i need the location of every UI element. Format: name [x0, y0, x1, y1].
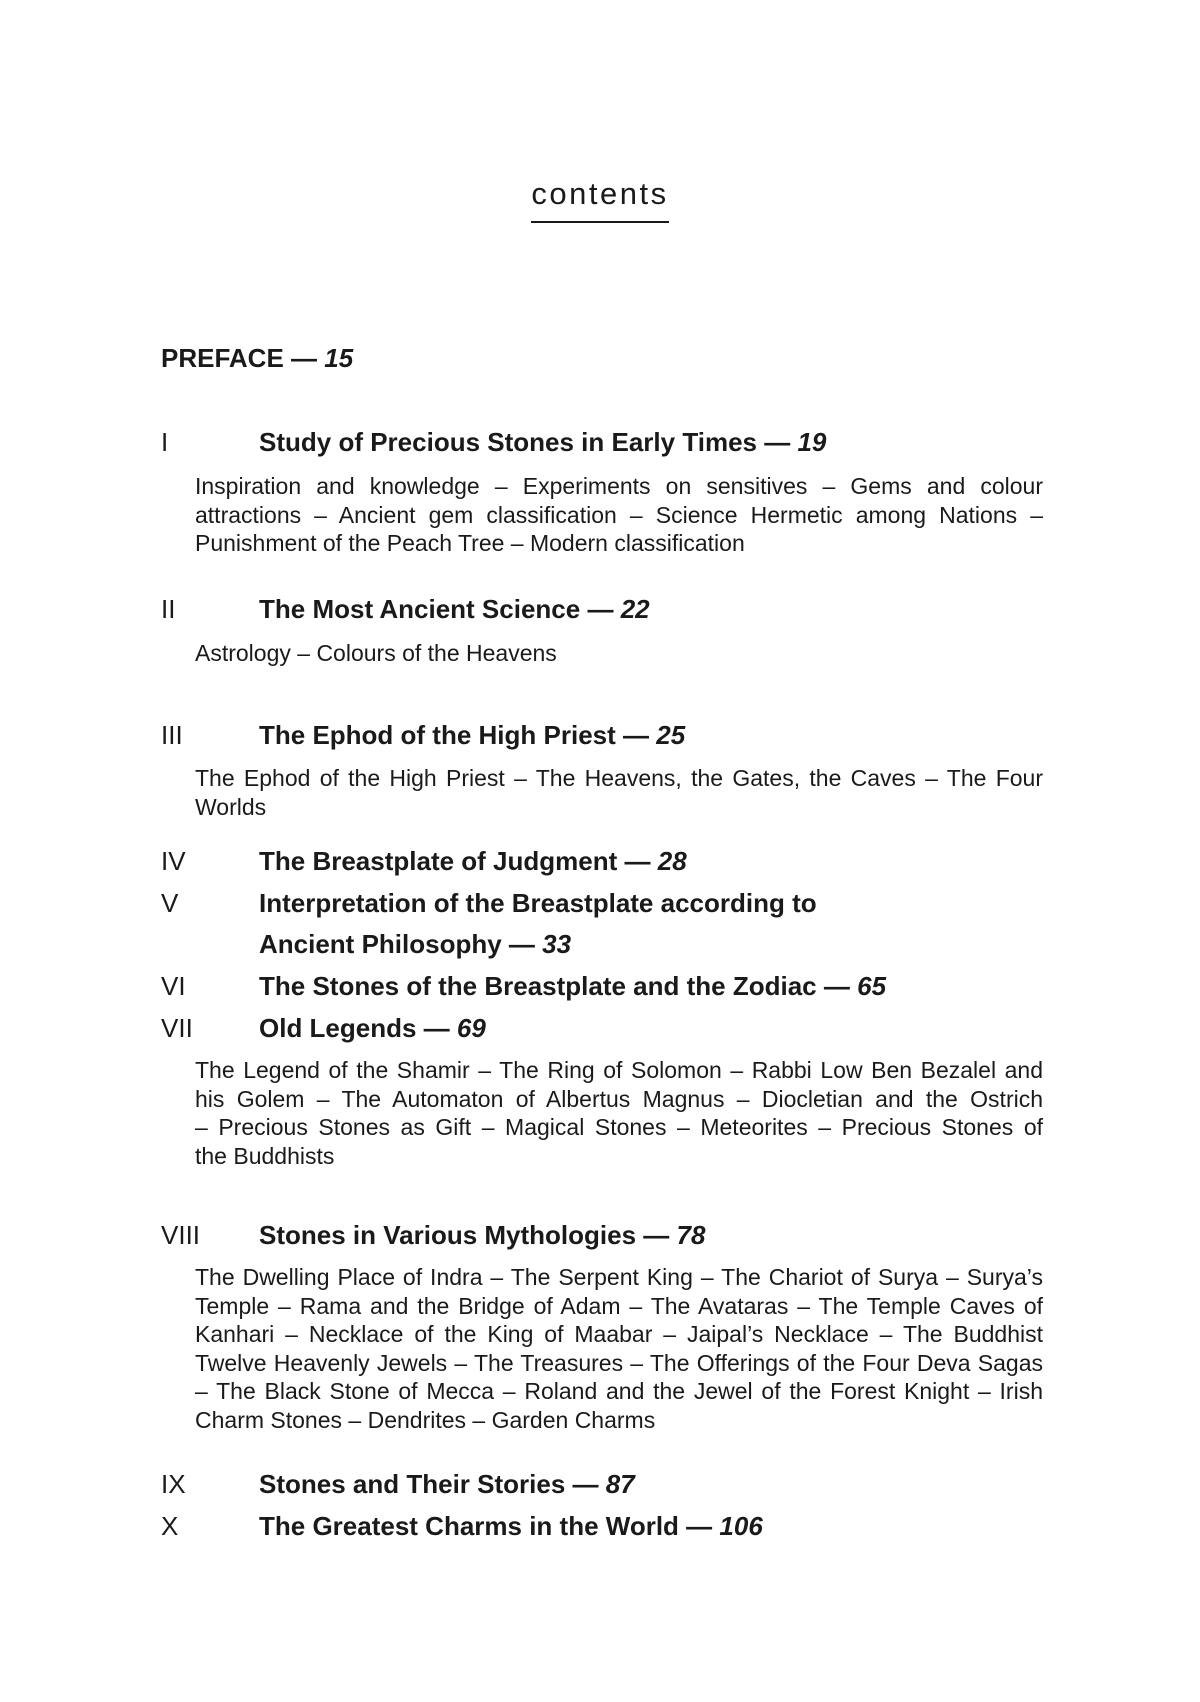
chapter-title — [259, 1469, 635, 1500]
chapter-numeral: II — [161, 594, 176, 624]
chapter-page-number: 106 — [719, 1511, 763, 1541]
chapter-numeral: III — [161, 720, 183, 750]
chapter-title-continued — [259, 929, 571, 960]
chapter-title-text: The Ephod of the High Priest — — [259, 720, 649, 750]
chapter-title — [259, 888, 817, 919]
chapter-numeral: IX — [161, 1469, 186, 1499]
preface-entry — [161, 343, 353, 374]
chapter-title-text: Interpretation of the Breastplate according to — [259, 888, 817, 918]
chapter-page-number: 25 — [656, 720, 686, 750]
chapter-description — [195, 1263, 1043, 1434]
chapter-title-text: Ancient Philosophy — — [259, 929, 535, 959]
description-line: – Precious Stones as Gift – Magical Stones – Meteorites – Precious Stones of — [195, 1114, 1043, 1140]
chapter-numeral: IV — [161, 846, 186, 876]
chapter-title — [259, 1013, 486, 1044]
chapter-title — [259, 427, 826, 458]
description-line: Temple – Rama and the Bridge of Adam – The Avataras – The Temple Caves of — [195, 1292, 1043, 1319]
chapter-page-number: 19 — [797, 427, 827, 457]
description-line: – The Black Stone of Mecca – Roland and the Jewel of the Forest Knight – Irish — [195, 1378, 1043, 1404]
chapter-page-number: 28 — [657, 846, 687, 876]
chapter-numeral: I — [161, 427, 169, 457]
chapter-numeral: VI — [161, 971, 186, 1001]
chapter-title — [259, 720, 685, 751]
chapter-page-number: 22 — [620, 594, 650, 624]
chapter-title-text: The Stones of the Breastplate and the Zodiac — — [259, 971, 850, 1001]
page-title — [0, 176, 1200, 223]
chapter-title-text: The Most Ancient Science — — [259, 594, 614, 624]
description-line: the Buddhists — [195, 1142, 335, 1169]
chapter-page-number: 69 — [456, 1013, 486, 1043]
chapter-title-text: Stones in Various Mythologies — — [259, 1220, 670, 1250]
chapter-title-text: Study of Precious Stones in Early Times — — [259, 427, 791, 457]
description-line: attractions – Ancient gem classification – Science Hermetic among Nations – — [195, 501, 1043, 528]
chapter-numeral: V — [161, 888, 179, 918]
chapter-page-number: 78 — [676, 1220, 706, 1250]
chapter-title-text: The Breastplate of Judgment — — [259, 846, 651, 876]
description-line: Charm Stones – Dendrites – Garden Charms — [195, 1406, 656, 1433]
chapter-title-text: The Greatest Charms in the World — — [259, 1511, 713, 1541]
description-line: Kanhari – Necklace of the King of Maabar – Jaipal’s Necklace – The Buddhist — [195, 1321, 1043, 1347]
chapter-description — [195, 639, 1043, 668]
description-line: his Golem – The Automaton of Albertus Magnus – Diocletian and the Ostrich — [195, 1085, 1043, 1112]
chapter-page-number: 65 — [857, 971, 887, 1001]
description-line: Punishment of the Peach Tree – Modern classification — [195, 530, 745, 556]
chapter-title — [259, 1511, 763, 1542]
chapter-numeral: VII — [161, 1013, 193, 1043]
chapter-page-number: 33 — [542, 929, 572, 959]
description-line: The Dwelling Place of Indra – The Serpent King – The Chariot of Surya – Surya’s — [195, 1264, 1043, 1290]
chapter-description — [195, 764, 1043, 821]
preface-page-number: 15 — [324, 343, 354, 373]
chapter-title — [259, 846, 687, 877]
chapter-title-text: Stones and Their Stories — — [259, 1469, 599, 1499]
description-line: Inspiration and knowledge – Experiments on sensitives – Gems and colour — [195, 473, 1043, 499]
preface-label: PREFACE — — [161, 343, 318, 373]
description-line: Astrology – Colours of the Heavens — [195, 640, 557, 666]
chapter-title — [259, 1220, 705, 1251]
description-line: Twelve Heavenly Jewels – The Treasures – The Offerings of the Four Deva Sagas — [195, 1349, 1043, 1376]
page-title-text: contents — [531, 176, 668, 223]
chapter-numeral: VIII — [161, 1220, 201, 1250]
chapter-title-text: Old Legends — — [259, 1013, 450, 1043]
chapter-description — [195, 1056, 1043, 1170]
chapter-description — [195, 472, 1043, 558]
description-line: The Legend of the Shamir – The Ring of Solomon – Rabbi Low Ben Bezalel and — [195, 1057, 1043, 1083]
chapter-title — [259, 971, 886, 1002]
description-line: The Ephod of the High Priest – The Heavens, the Gates, the Caves – The Four — [195, 765, 1043, 791]
chapter-page-number: 87 — [605, 1469, 635, 1499]
chapter-numeral: X — [161, 1511, 179, 1541]
chapter-title — [259, 594, 650, 625]
description-line: Worlds — [195, 793, 267, 820]
